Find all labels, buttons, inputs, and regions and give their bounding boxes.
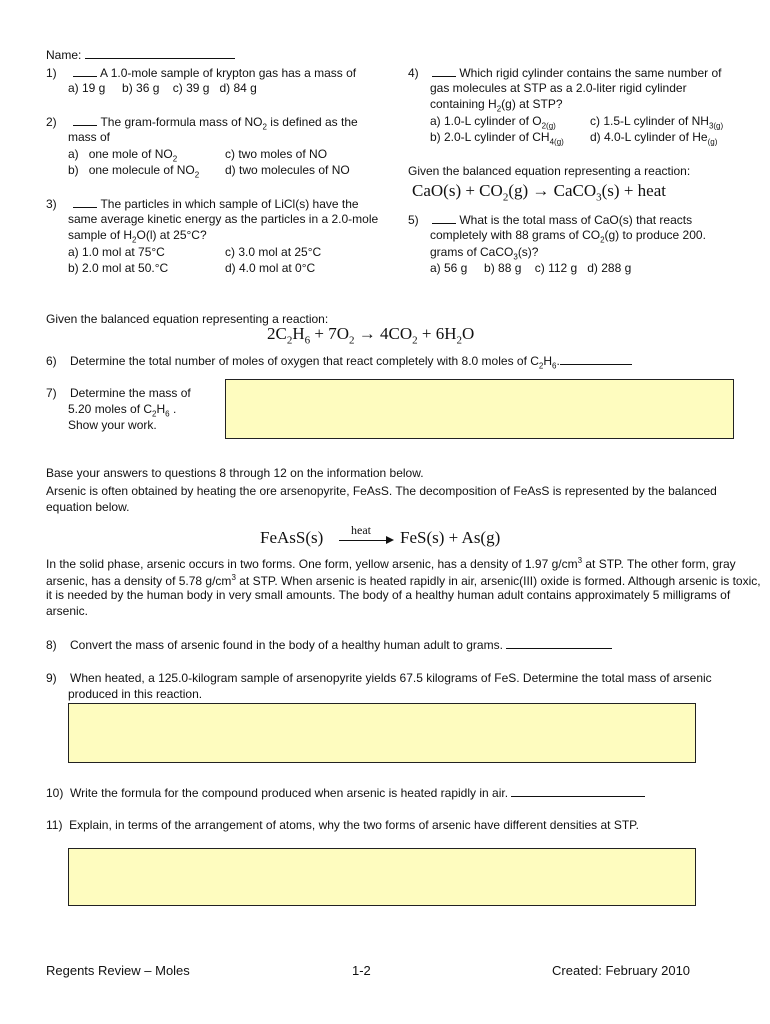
question-3-choice-b: b) 2.0 mol at 50.°C bbox=[68, 261, 169, 275]
question-4-choice-c: c) 1.5-L cylinder of $NH_{3(g)}$ bbox=[590, 114, 724, 131]
question-2-choice-b: b) one molecule of $NO_2$ bbox=[68, 163, 200, 180]
arrow-label-heat: heat bbox=[351, 523, 371, 537]
question-3-stem-cont2: sample of $H_2O(l)$ at 25°C? bbox=[68, 228, 207, 245]
answer-blank-1[interactable] bbox=[73, 64, 97, 77]
reaction-1-intro: Given the balanced equation representing a reaction: bbox=[408, 164, 691, 178]
question-9-line1: 9) When heated, a 125.0-kilogram sample of arsenopyrite yields 67.5 kilograms of FeS. Determine the total mass of arsenic bbox=[46, 671, 712, 685]
question-7-line2: 5.20 moles of $C_2H_6$ . bbox=[68, 402, 177, 419]
question-1-stem: 1) A 1.0-mole sample of krypton gas has a mass of bbox=[46, 66, 357, 80]
reaction-1-equation: $CaO(s) + CO_2(g)$ → CaCO$_3$(s) + heat bbox=[412, 181, 666, 204]
question-5-stem: 5) What is the total mass of CaO(s) that reacts bbox=[408, 213, 693, 227]
reaction-arrow bbox=[339, 540, 389, 541]
question-3-choice-d: d) 4.0 mol at 0°C bbox=[225, 261, 316, 275]
question-2-choice-c: c) two moles of NO bbox=[225, 147, 328, 161]
question-8: 8) Convert the mass of arsenic found in the body of a healthy human adult to grams. bbox=[46, 636, 612, 653]
question-3-choice-c: c) 3.0 mol at 25°C bbox=[225, 245, 322, 259]
question-2-stem: 2) The gram-formula mass of $NO_2$ is defined as the bbox=[46, 115, 358, 132]
info-intro: Base your answers to questions 8 through 12 on the information below. bbox=[46, 466, 424, 480]
answer-blank-6[interactable] bbox=[560, 352, 632, 365]
question-10: 10) Write the formula for the compound produced when arsenic is heated rapidly in air. bbox=[46, 784, 645, 801]
question-4-choice-d: d) 4.0-L cylinder of $He_{(g)}$ bbox=[590, 130, 718, 147]
reaction-2-intro: Given the balanced equation representing a reaction: bbox=[46, 312, 329, 326]
arrow-head-icon bbox=[386, 536, 394, 544]
question-4-choice-b: b) 2.0-L cylinder of $CH_{4(g)}$ bbox=[430, 130, 564, 147]
question-4-stem: 4) Which rigid cylinder contains the same number of bbox=[408, 66, 722, 80]
question-7-line1: 7) Determine the mass of bbox=[46, 386, 191, 400]
question-2-choice-a: a) one mole of $NO_2$ bbox=[68, 147, 178, 164]
reaction-3-products: FeS(s) + As(g) bbox=[400, 528, 501, 547]
question-3-stem: 3) The particles in which sample of LiCl(s) have the bbox=[46, 197, 359, 211]
footer-title: Regents Review – Moles bbox=[46, 963, 190, 978]
info-paragraph-line1: In the solid phase, arsenic occurs in two forms. One form, yellow arsenic, has a density of 1.97 $g/cm^3$ at STP. The other form, gray bbox=[46, 556, 736, 571]
answer-blank-3[interactable] bbox=[73, 195, 97, 208]
question-5-choices: a) 56 g b) 88 g c) 112 g d) 288 g bbox=[430, 261, 632, 275]
info-line-2: Arsenic is often obtained by heating the ore arsenopyrite, FeAsS. The decomposition of FeAsS is represented by the balanced bbox=[46, 484, 717, 498]
question-4-stem-cont2: containing $H_2(g)$ at STP? bbox=[430, 97, 563, 114]
answer-box-7[interactable] bbox=[225, 379, 734, 439]
question-3-stem-cont: same average kinetic energy as the particles in a 2.0-mole bbox=[68, 212, 379, 226]
answer-blank-4[interactable] bbox=[432, 64, 456, 77]
answer-blank-5[interactable] bbox=[432, 211, 456, 224]
question-6: 6) Determine the total number of moles of oxygen that react completely with 8.0 moles of $C_2H_6$. bbox=[46, 352, 632, 374]
answer-blank-10[interactable] bbox=[511, 784, 645, 797]
question-2-stem-cont: mass of bbox=[68, 130, 111, 144]
question-9-line2: produced in this reaction. bbox=[68, 687, 203, 701]
info-paragraph-line3: it is needed by the human body in very small amounts. The body of a healthy human adult contains approximately 5 milligrams of bbox=[46, 588, 731, 602]
name-label: Name: bbox=[46, 46, 235, 63]
info-line-3: equation below. bbox=[46, 500, 130, 514]
reaction-2-equation: $2C_2H_6 + 7O_2 \to 4CO_2 + 6H_2O$ bbox=[267, 324, 475, 347]
question-4-choice-a: a) 1.0-L cylinder of $O_{2(g)}$ bbox=[430, 114, 556, 131]
info-paragraph-line2: arsenic, has a density of 5.78 $g/cm^3$ at STP. When arsenic is heated rapidly in air, arsenic(III) oxide is formed. Although arsenic is toxic, bbox=[46, 573, 761, 588]
answer-box-11[interactable] bbox=[68, 848, 696, 906]
question-1-choices: a) 19 g b) 36 g c) 39 g d) 84 g bbox=[68, 81, 257, 95]
footer-created-date: Created: February 2010 bbox=[552, 963, 691, 978]
question-5-stem-cont: completely with 88 grams of $CO_2(g)$ to produce 200. bbox=[430, 228, 706, 245]
name-blank[interactable] bbox=[85, 46, 235, 59]
reaction-3-reactant: FeAsS(s) bbox=[260, 528, 324, 547]
question-2-choice-d: d) two molecules of NO bbox=[225, 163, 350, 177]
question-7-line3: Show your work. bbox=[68, 418, 157, 432]
question-3-choice-a: a) 1.0 mol at 75°C bbox=[68, 245, 165, 259]
answer-box-9[interactable] bbox=[68, 703, 696, 763]
question-11: 11) Explain, in terms of the arrangement of atoms, why the two forms of arsenic have different densities at STP. bbox=[46, 818, 639, 832]
question-4-stem-cont: gas molecules at STP as a 2.0-liter rigid cylinder bbox=[430, 81, 687, 95]
footer-page-number: 1-2 bbox=[352, 963, 371, 978]
info-paragraph-line4: arsenic. bbox=[46, 604, 89, 618]
answer-blank-8[interactable] bbox=[506, 636, 612, 649]
question-5-stem-cont2: grams of CaCO$_3$(s)? bbox=[430, 245, 539, 262]
answer-blank-2[interactable] bbox=[73, 113, 97, 126]
